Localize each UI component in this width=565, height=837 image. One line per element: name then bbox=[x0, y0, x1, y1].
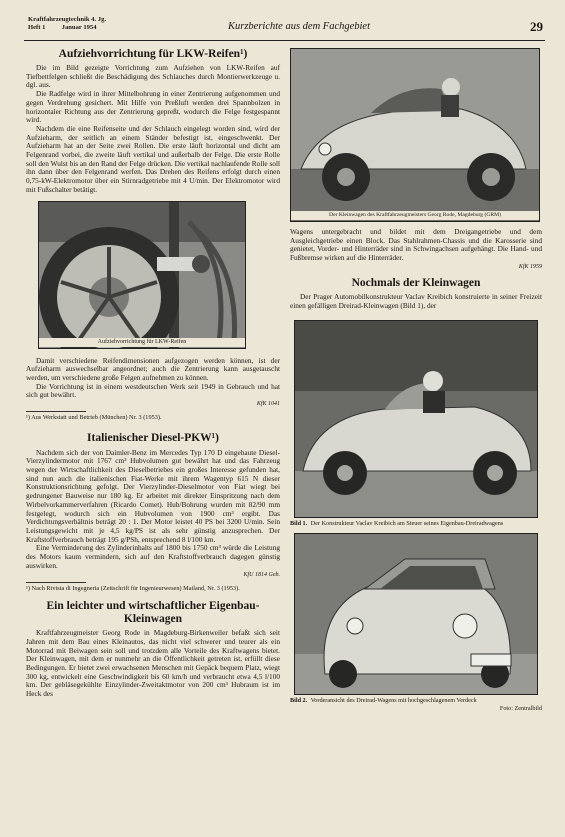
journal-name: Kraftfahrzeugtechnik 4. Jg. bbox=[28, 16, 107, 23]
three-wheeler-side-illustration bbox=[295, 321, 537, 517]
article2-footnote: ¹) Nach Rivista di Ingegneria (Zeitschrift für Ingenieurwesen) Mailand, Nr. 3 (1953). bbox=[26, 584, 240, 592]
article1-footnote: ¹) Aus Werkstatt und Betrieb (München) Nr. 3 (1953). bbox=[26, 414, 162, 422]
article3-tag: KfK 1959 bbox=[518, 263, 542, 270]
article3-paragraph: Kraftfahrzeugmeister Georg Rode in Magdeburg-Birkenweiler befaßt sich seit Jahren mit dem Bau eines Kleinautos, das nicht viel schwerer und teurer als ein Motorrad mit Beiwagen sein soll und trotzdem alle Vorteile des Kraftwagens bietet. Der Kleinwagen, mit dem er nunmehr an die Öffentlichkeit getreten ist, erfüllt diese Bedingungen. Er bietet zwei erwachsenen Menschen mit Gepäck bequem Platz, wiegt 300 kg, entwickelt eine Geschwindigkeit bis 60 km/h und verbraucht etwa 4,5 l/100 km. Der gebläsegekühlte Einzylinder-Zweitaktmotor von 200 cm³ Hubraum ist im Heck des bbox=[26, 628, 280, 699]
figure2-caption bbox=[290, 697, 542, 704]
figure2-label: Bild 2. bbox=[290, 697, 308, 705]
article1-paragraph: Die im Bild gezeigte Vorrichtung zum Aufziehen von LKW-Reifen auf Tiefbettfelgen schließt die Beschädigung des Schlauches durch Montierwerkzeuge u. dgl. aus. bbox=[26, 63, 280, 90]
article3-paragraph-continued: Wagens untergebracht und bildet mit dem Dreigangetriebe und dem Ausgleichgetriebe einen Block. Das Stahlrahmen-Chassis und die Karosserie sind genietet, Vorder- und Hinterräder sind in Schwingachsen aufgehängt. Die Hand- und Fußbremse wirken auf die Hinterräder. bbox=[290, 227, 542, 263]
kreibich-car-front-photo bbox=[294, 533, 538, 695]
tire-mounting-device-photo bbox=[38, 201, 246, 349]
article1-tag: KfK 1041 bbox=[256, 401, 280, 408]
article2-tag: KfU 1814 Geb. bbox=[243, 571, 280, 578]
article1-paragraph: Damit verschiedene Reifendimensionen aufgezogen werden können, ist der Aufzieharm auswechselbar angeordnet; auch die Zentrierung kann ausgetauscht werden, um verschiedene große Felgen aufnehmen zu können. bbox=[26, 355, 280, 382]
photo-caption: Der Kleinwagen des Kraftfahrzeugmeisters Georg Rode, Magdeburg (GRM) bbox=[291, 211, 539, 220]
article2-title: Italienischer Diesel-PKW¹) bbox=[87, 431, 219, 444]
right-column bbox=[290, 48, 542, 712]
figure1-label: Bild 1. bbox=[290, 520, 308, 528]
rode-car-photo bbox=[290, 48, 540, 222]
left-column bbox=[26, 48, 280, 699]
rode-car-illustration bbox=[291, 49, 539, 221]
footnote-rule bbox=[26, 411, 86, 412]
article1-title: Aufziehvorrichtung für LKW-Reifen¹) bbox=[58, 48, 248, 60]
article3-title-line2: Kleinwagen bbox=[123, 613, 183, 626]
article2-paragraph: Nachdem sich der von Daimler-Benz im Mercedes Typ 170 D eingebaute Diesel-Vierzylindermotor mit 1767 cm³ Hubvolumen gut bewährt hat und das Fahrzeug wegen der Wirtschaftlichkeit des Dieselbetriebes ein großes Interesse gefunden hat, sind nun auch die italienischen Fiat-Werke mit ihrem Wagentyp 615 N dieser Konstruktionsrichtung gefolgt. Der Vierzylinder-Dieselmotor von Fiat wiegt bei gedrungener Bauweise nur 180 kg. Er arbeitet mit direkter Einspritzung nach dem Wirbelvorkammerverfahren (Ricardo Comet). Hub/Bohrung wurden mit 82/90 mm festgelegt, wodurch sich ein Hubvolumen von 1900 cm³ ergibt. Das Verdichtungsverhältnis beträgt 20 : 1. Der Motor leistet 40 PS bei 3200 U/min. Sein Leistungsgewicht mit je 4,5 kg/PS ist als sehr günstig anzusprechen. Der Kraftstoffverbrauch beträgt 195 g/PSh, entsprechend 8 l/100 km. bbox=[26, 447, 280, 544]
article1-paragraph: Die Radfelge wird in ihrer Mittelbohrung in einer Zentrierung aufgenommen und gegen Verdrehung gesichert. Mit Hilfe von Preßluft werden drei Spannbolzen in horizontaler Richtung aus der Zentrierung gepreßt, wodurch die Felge festgespannt wird. bbox=[26, 89, 280, 125]
issue-number: Heft 1 bbox=[28, 24, 46, 31]
tire-mounting-illustration bbox=[39, 202, 245, 348]
figure1-caption bbox=[290, 520, 542, 527]
photo-caption: Aufziehvorrichtung für LKW-Reifen bbox=[39, 338, 245, 347]
kreibich-car-photo bbox=[294, 320, 538, 518]
journal-info bbox=[28, 16, 106, 32]
three-wheeler-front-illustration bbox=[295, 534, 537, 694]
figure2-caption-text: Vorderansicht des Dreirad-Wagens mit hochgeschlagenem Verdeck bbox=[310, 697, 477, 705]
issue-date: Januar 1954 bbox=[61, 24, 97, 31]
page-header bbox=[24, 16, 545, 41]
figure1-caption-text: Der Konstrukteur Vaclav Kreibich am Steuer seines Eigenbau-Dreiradwagens bbox=[310, 520, 504, 528]
page-number: 29 bbox=[530, 19, 543, 34]
article3-title-line1: Ein leichter und wirtschaftlicher Eigenbau- bbox=[46, 600, 260, 613]
section-title: Kurzberichte aus dem Fachgebiet bbox=[228, 21, 371, 32]
article4-paragraph: Der Prager Automobilkonstrukteur Vaclav Kreibich konstruierte in seiner Freizeit einen gefälligen Dreirad-Kleinwagen (Bild 1), der bbox=[290, 291, 542, 310]
article4-title: Nochmals der Kleinwagen bbox=[351, 276, 481, 289]
figure2-credit: Foto: Zentralbild bbox=[499, 704, 542, 712]
article2-paragraph: Eine Verminderung des Zylinderinhalts auf 1800 bis 1750 cm³ würde die Leistung des Motors kaum vermindern, sich auf den Kraftstoffverbrauch dagegen günstig auswirken. bbox=[26, 543, 280, 570]
article1-paragraph: Nachdem die eine Reifenseite und der Schlauch eingelegt worden sind, wird der Aufzieharm, der seitlich an einem Ständer befestigt ist, eingeschwenkt. Der Aufzieharm hat an der Seite zwei Rollen. Die erste läuft horizontal und dicht am Felgenrand vorbei, die zweite läuft vertikal und außerhalb der Felge. Die erste Rolle soll den Wulst bis an den Rand der Felge drücken. Die vertikal nachlaufende Rolle soll ihn dann über den Felgenrand werfen. Das Drehen des Reifens erfolgt durch einen 0,75-kW-Elektromotor über ein Stirnradgetriebe mit 4 U/min. Der Elektromotor wird mit Fußschalter betätigt. bbox=[26, 123, 280, 194]
footnote-rule bbox=[26, 582, 86, 583]
article1-paragraph: Die Vorrichtung ist in einem westdeutschen Werk seit 1949 in Gebrauch und hat sich gut bewährt. bbox=[26, 381, 280, 400]
